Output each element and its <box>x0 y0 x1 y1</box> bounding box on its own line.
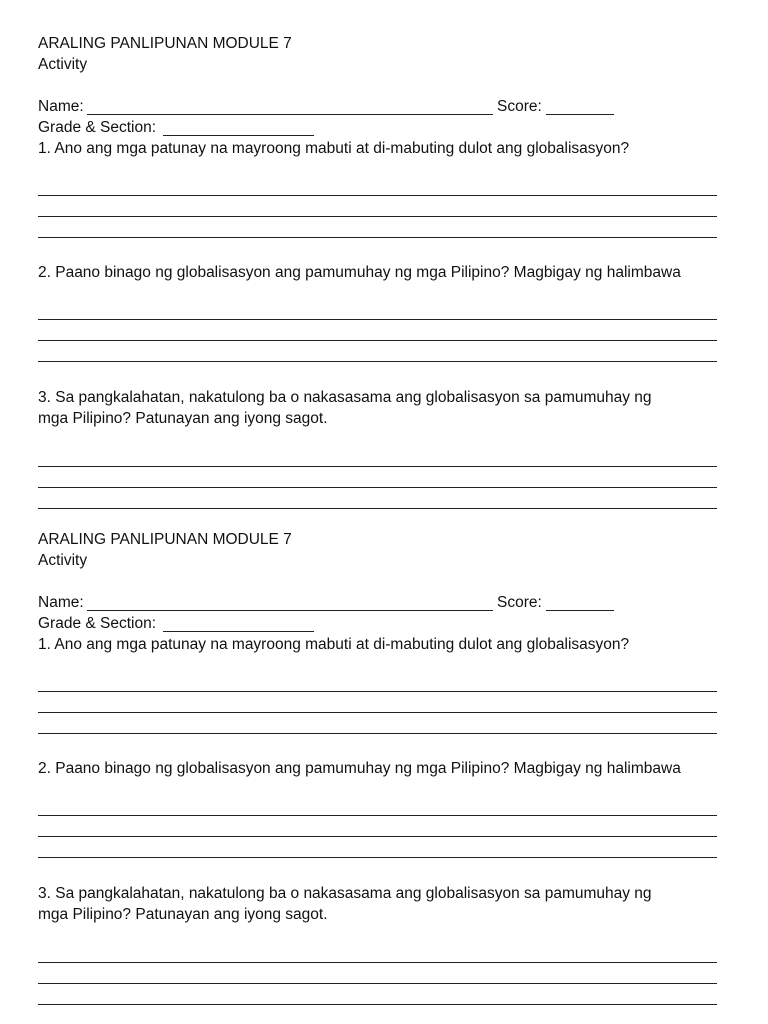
q3-answer-line[interactable] <box>38 487 717 488</box>
q1-answer-line[interactable] <box>38 733 717 734</box>
question-3-continued: mga Pilipino? Patunayan ang iyong sagot. <box>38 906 328 923</box>
q2-answer-line[interactable] <box>38 815 717 816</box>
name-label: Name: <box>38 98 84 115</box>
q1-answer-line[interactable] <box>38 691 717 692</box>
question-2: 2. Paano binago ng globalisasyon ang pamumuhay ng mga Pilipino? Magbigay ng halimbawa <box>38 264 681 281</box>
question-3: 3. Sa pangkalahatan, nakatulong ba o nakasasama ang globalisasyon sa pamumuhay ng <box>38 885 652 902</box>
grade-section-label: Grade & Section: <box>38 119 157 136</box>
activity-heading: Activity <box>38 56 88 73</box>
question-1: 1. Ano ang mga patunay na mayroong mabuti at di-mabuting dulot ang globalisasyon? <box>38 140 630 157</box>
worksheet-copy-1 <box>0 0 768 496</box>
q3-answer-line[interactable] <box>38 962 717 963</box>
q2-answer-line[interactable] <box>38 361 717 362</box>
name-blank[interactable] <box>87 610 493 611</box>
grade-section-label: Grade & Section: <box>38 615 157 632</box>
grade-section-blank[interactable] <box>163 135 314 136</box>
question-3-continued: mga Pilipino? Patunayan ang iyong sagot. <box>38 410 328 427</box>
name-label: Name: <box>38 594 84 611</box>
module-title: ARALING PANLIPUNAN MODULE 7 <box>38 35 292 52</box>
score-label: Score: <box>497 98 542 115</box>
grade-section-blank[interactable] <box>163 631 314 632</box>
question-3: 3. Sa pangkalahatan, nakatulong ba o nakasasama ang globalisasyon sa pamumuhay ng <box>38 389 652 406</box>
module-title: ARALING PANLIPUNAN MODULE 7 <box>38 531 292 548</box>
q1-answer-line[interactable] <box>38 195 717 196</box>
score-blank[interactable] <box>546 114 614 115</box>
activity-heading: Activity <box>38 552 88 569</box>
q1-answer-line[interactable] <box>38 237 717 238</box>
q2-answer-line[interactable] <box>38 836 717 837</box>
worksheet-copy-2 <box>0 496 768 992</box>
score-blank[interactable] <box>546 610 614 611</box>
q2-answer-line[interactable] <box>38 340 717 341</box>
name-blank[interactable] <box>87 114 493 115</box>
question-1: 1. Ano ang mga patunay na mayroong mabuti at di-mabuting dulot ang globalisasyon? <box>38 636 630 653</box>
q3-answer-line[interactable] <box>38 1004 717 1005</box>
q2-answer-line[interactable] <box>38 857 717 858</box>
q2-answer-line[interactable] <box>38 319 717 320</box>
q1-answer-line[interactable] <box>38 712 717 713</box>
question-2: 2. Paano binago ng globalisasyon ang pamumuhay ng mga Pilipino? Magbigay ng halimbawa <box>38 760 681 777</box>
q1-answer-line[interactable] <box>38 216 717 217</box>
q3-answer-line[interactable] <box>38 466 717 467</box>
q3-answer-line[interactable] <box>38 983 717 984</box>
score-label: Score: <box>497 594 542 611</box>
